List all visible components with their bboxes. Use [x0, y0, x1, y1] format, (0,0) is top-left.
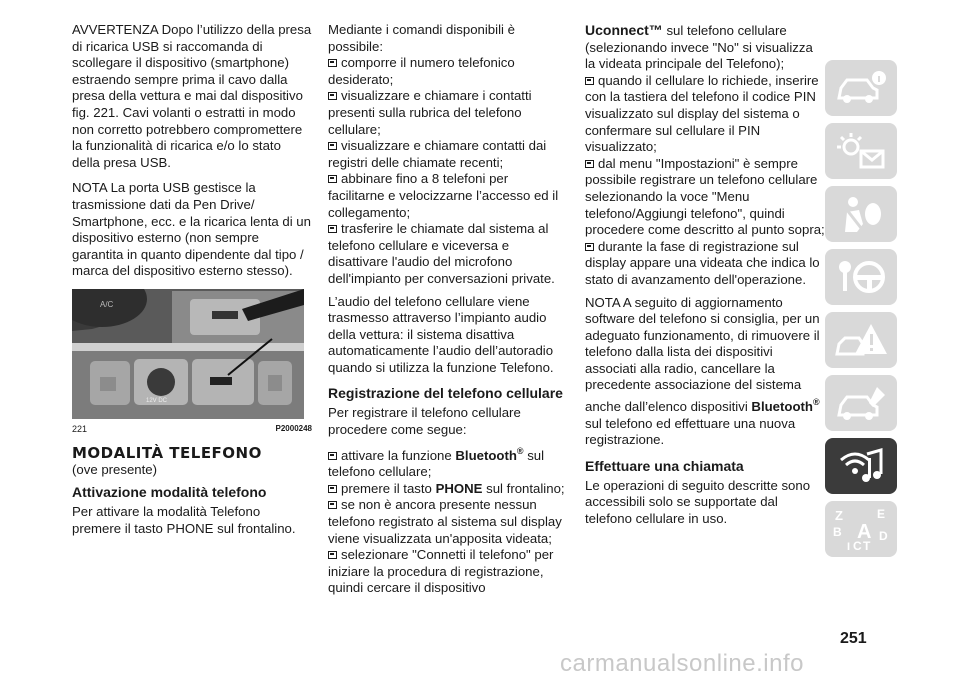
audio-paragraph: L’audio del telefono cellulare viene trasmesso attraverso l’impianto audio della vettura: il sistema disattiva automaticamente l’audio dell’autoradio quando si utilizza la funzione Telefono. — [328, 293, 554, 375]
note-paragraph: NOTA A seguito di aggiornamento software del telefono si consiglia, per un adeguato funzionamento, di rimuovere il telefono dalla lista dei dispositivi associati alla radio, cancellare la precedente associazione del sistema anche dall’elenco dispositivi Bluetooth® sul telefono ed effettuare una nuova registrazione. — [585, 294, 820, 448]
nav-tab-warning-lights[interactable] — [825, 123, 897, 179]
bullet-icon — [328, 485, 337, 493]
12v-label: 12V DC — [146, 397, 168, 404]
list-item: quando il cellulare lo richiede, inserire con la tastiera del telefono il codice PIN visualizzato sul display del sistema o confermare sul cellulare il PIN visualizzato; — [585, 72, 819, 155]
index-letter: B — [833, 525, 842, 539]
index-letter: C — [853, 539, 862, 552]
nav-tab-multimedia[interactable] — [825, 438, 897, 494]
ac-label: A/C — [100, 299, 114, 309]
column-left — [72, 22, 312, 546]
bullet-icon — [585, 243, 594, 251]
list-item: se non è ancora presente nessun telefono registrato al sistema sul display viene visualizzata un'apposita videata; — [328, 497, 562, 546]
column-right — [585, 22, 825, 537]
key-steering-wheel-icon — [833, 257, 889, 297]
note-paragraph: NOTA La porta USB gestisce la trasmissione dati da Pen Drive/ Smartphone, ecc. e la ricarica lenta di un dispositivo esterno (non sempre garantita in quanto dipendente dal tipo / marca del dispositivo esterno stesso). — [72, 180, 311, 279]
call-heading: Effettuare una chiamata — [585, 457, 744, 474]
car-service-icon — [833, 383, 889, 423]
column-middle — [328, 22, 568, 597]
index-letter: I — [847, 541, 851, 552]
bullet-icon — [585, 160, 594, 168]
emergency-triangle-icon — [833, 320, 889, 360]
intro-paragraph: Mediante i comandi disponibili è possibile: — [328, 22, 515, 54]
index-abc-icon — [831, 506, 891, 552]
figure-number: 221 — [72, 423, 88, 434]
index-letter: T — [863, 539, 871, 552]
bullet-icon — [328, 59, 337, 67]
index-letter: E — [877, 507, 886, 521]
index-letter: Z — [835, 508, 843, 523]
section-subtitle: (ove presente) — [72, 461, 158, 477]
registration-intro: Per registrare il telefono cellulare procedere come segue: — [328, 405, 521, 438]
nav-tab-index[interactable] — [825, 501, 897, 557]
page-number: 251 — [840, 630, 867, 647]
car-info-icon — [833, 68, 889, 108]
bullet-icon — [328, 92, 337, 100]
index-letter: A — [857, 521, 872, 543]
usb-port-photo — [72, 289, 304, 419]
nav-tab-car-info[interactable] — [825, 60, 897, 116]
bullet-icon — [328, 142, 337, 150]
nav-tab-service[interactable] — [825, 375, 897, 431]
list-item: durante la fase di registrazione sul display appare una videata che indica lo stato di avanzamento dell'operazione. — [585, 238, 820, 287]
chapter-nav — [825, 60, 897, 564]
list-item: attivare la funzione Bluetooth® sul telefono cellulare; — [328, 445, 545, 480]
bullet-icon — [328, 452, 337, 460]
section-title: MODALITÀ TELEFONO — [72, 443, 262, 462]
seatbelt-airbag-icon — [833, 194, 889, 234]
warning-paragraph: AVVERTENZA Dopo l’utilizzo della presa di ricarica USB si raccomanda di scollegare il dispositivo (smartphone) estraendo sempre prima il cavo dalla presa della vettura e mai dal dispositivo fig. 221. Cavi volanti o estratti in modo non corretto potrebbero compromettere la funzionalità di ricarica e/o lo stato della presa USB. — [72, 22, 312, 170]
list-item: visualizzare e chiamare contatti dai registri delle chiamate recenti; — [328, 138, 547, 170]
list-item: abbinare fino a 8 telefoni per facilitarne e velocizzarne l’accesso ed il collegamento; — [328, 171, 559, 220]
registration-heading: Registrazione del telefono cellulare — [328, 385, 563, 402]
bullet-icon — [328, 551, 337, 559]
uconnect-paragraph: Uconnect™ sul telefono cellulare (selezionando invece "No" si visualizza la videata principale del Telefono); — [585, 22, 813, 72]
nav-tab-seatbelt-airbag[interactable] — [825, 186, 897, 242]
figure-caption — [72, 421, 312, 438]
activation-heading: Attivazione modalità telefono — [72, 484, 267, 501]
multimedia-phone-icon — [833, 444, 889, 488]
figure-code: P2000248 — [275, 423, 312, 433]
watermark: carmanualsonline.info — [560, 650, 804, 677]
index-letter: D — [879, 529, 888, 543]
bullet-icon — [328, 175, 337, 183]
activation-paragraph: Per attivare la modalità Telefono premere il tasto PHONE sul frontalino. — [72, 504, 296, 536]
list-item: comporre il numero telefonico desiderato; — [328, 55, 515, 87]
bullet-icon — [328, 225, 337, 233]
bullet-icon — [328, 501, 337, 509]
call-paragraph: Le operazioni di seguito descritte sono accessibili solo se supportate dal telefono cellulare in uso. — [585, 477, 811, 527]
list-item: selezionare "Connetti il telefono" per iniziare la procedura di registrazione, quindi cercare il dispositivo — [328, 547, 554, 596]
list-item: premere il tasto PHONE sul frontalino; — [328, 481, 568, 498]
bullet-icon — [585, 77, 594, 85]
nav-tab-emergency[interactable] — [825, 312, 897, 368]
nav-tab-key-steering[interactable] — [825, 249, 897, 305]
list-item: visualizzare e chiamare i contatti presenti sulla rubrica del telefono cellulare; — [328, 88, 532, 137]
warning-lights-icon — [833, 131, 889, 171]
list-item: trasferire le chiamate dal sistema al telefono cellulare e viceversa e disattivare l'audio del microfono dell'impianto per conversazioni private. — [328, 221, 555, 286]
list-item: dal menu "Impostazioni" è sempre possibile registrare un telefono cellulare selezionando la voce "Menu telefono/Aggiungi telefono", quindi procedere come descritto al punto sopra; — [585, 155, 825, 238]
